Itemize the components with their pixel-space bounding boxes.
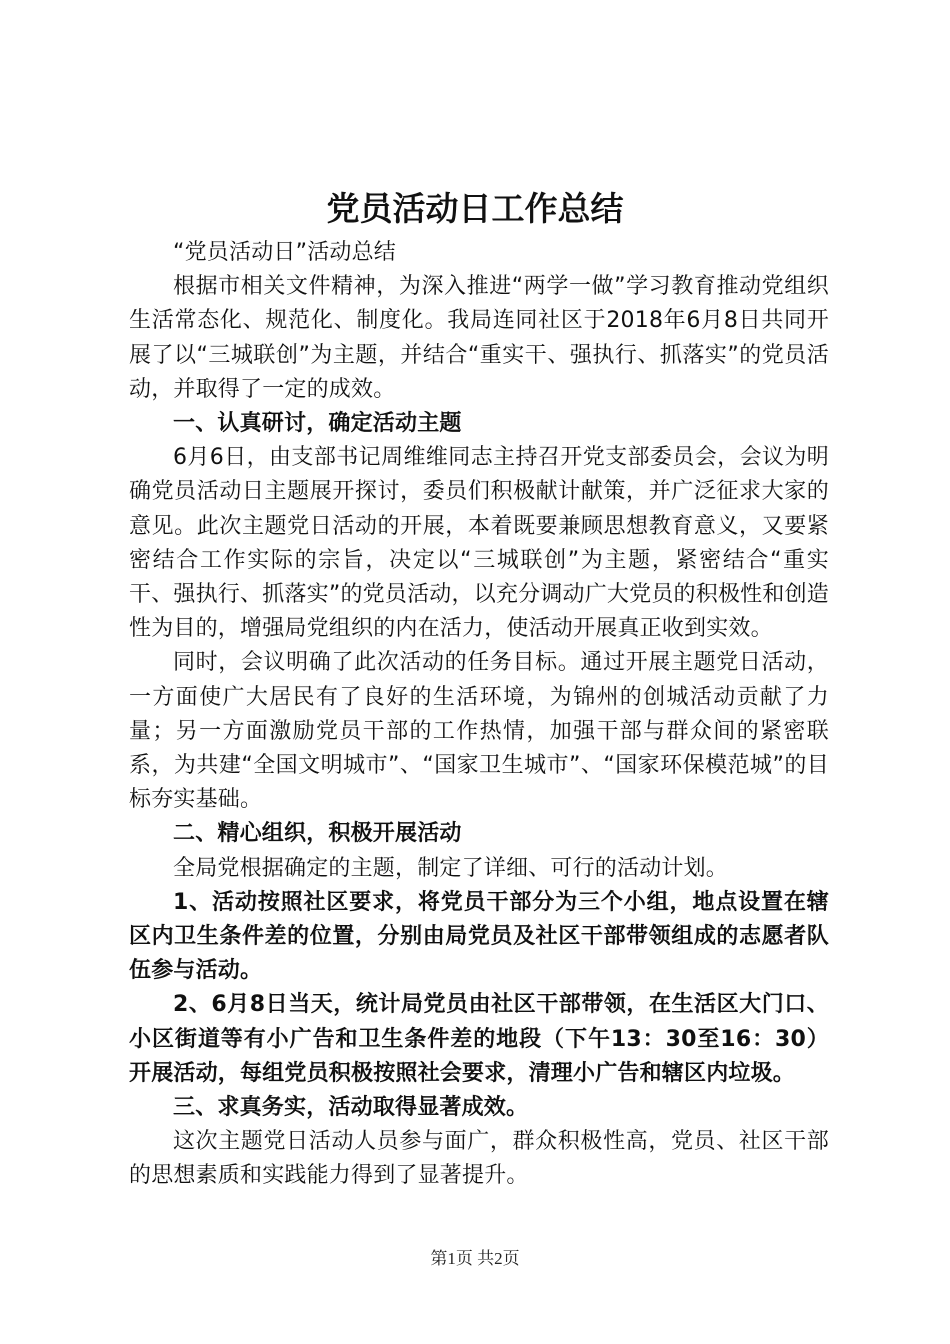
paragraph-goals: 同时，会议明确了此次活动的任务目标。通过开展主题党日活动，一方面使广大居民有了良好的生活环境，为锦州的创城活动贡献了力量；另一方面激励党员干部的工作热情，加强干部与群众间的紧密联系，为共建“全国文明城市”、“国家卫生城市”、“国家环保模范城”的目标夯实基础。 bbox=[129, 650, 829, 813]
paragraph-subtitle: “党员活动日”活动总结 bbox=[173, 240, 396, 265]
paragraph-meeting: 6月6日，由支部书记周维维同志主持召开党支部委员会，会议为明确党员活动日主题展开探讨，委员们积极献计献策，并广泛征求大家的意见。此次主题党日活动的开展，本着既要兼顾思想教育意义，又要紧密结合工作实际的宗旨，决定以“三城联创”为主题，紧密结合“重实干、强执行、抓落实”的党员活动，以充分调动广大党员的积极性和创造性为目的，增强局党组织的内在活力，使活动开展真正收到实效。 bbox=[129, 445, 829, 642]
section-heading-3: 三、求真务实，活动取得显著成效。 bbox=[173, 1095, 529, 1121]
section-heading-2: 二、精心组织，积极开展活动 bbox=[173, 821, 462, 847]
section-heading-1: 一、认真研讨，确定活动主题 bbox=[173, 411, 462, 437]
page-number: 第1页 共2页 bbox=[430, 1249, 520, 1268]
paragraph-results: 这次主题党日活动人员参与面广，群众积极性高，党员、社区干部的思想素质和实践能力得到了显著提升。 bbox=[129, 1129, 829, 1189]
paragraph-item-1: 1、活动按照社区要求，将党员干部分为三个小组，地点设置在辖区内卫生条件差的位置，分别由局党员及社区干部带领组成的志愿者队伍参与活动。 bbox=[129, 889, 829, 984]
paragraph-plan: 全局党根据确定的主题，制定了详细、可行的活动计划。 bbox=[173, 855, 729, 881]
paragraph-item-2: 2、6月8日当天，统计局党员由社区干部带领，在生活区大门口、小区街道等有小广告和卫生条件差的地段（下午13：30至16：30）开展活动，每组党员积极按照社会要求，清理小广告和辖区内垃圾。 bbox=[129, 992, 829, 1086]
document-title: 党员活动日工作总结 bbox=[326, 189, 624, 228]
document-body bbox=[129, 236, 829, 1194]
paragraph-intro: 根据市相关文件精神，为深入推进“两学一做”学习教育推动党组织生活常态化、规范化、制度化。我局连同社区于2018年6月8日共同开展了以“三城联创”为主题，并结合“重实干、强执行、抓落实”的党员活动，并取得了一定的成效。 bbox=[129, 274, 829, 402]
